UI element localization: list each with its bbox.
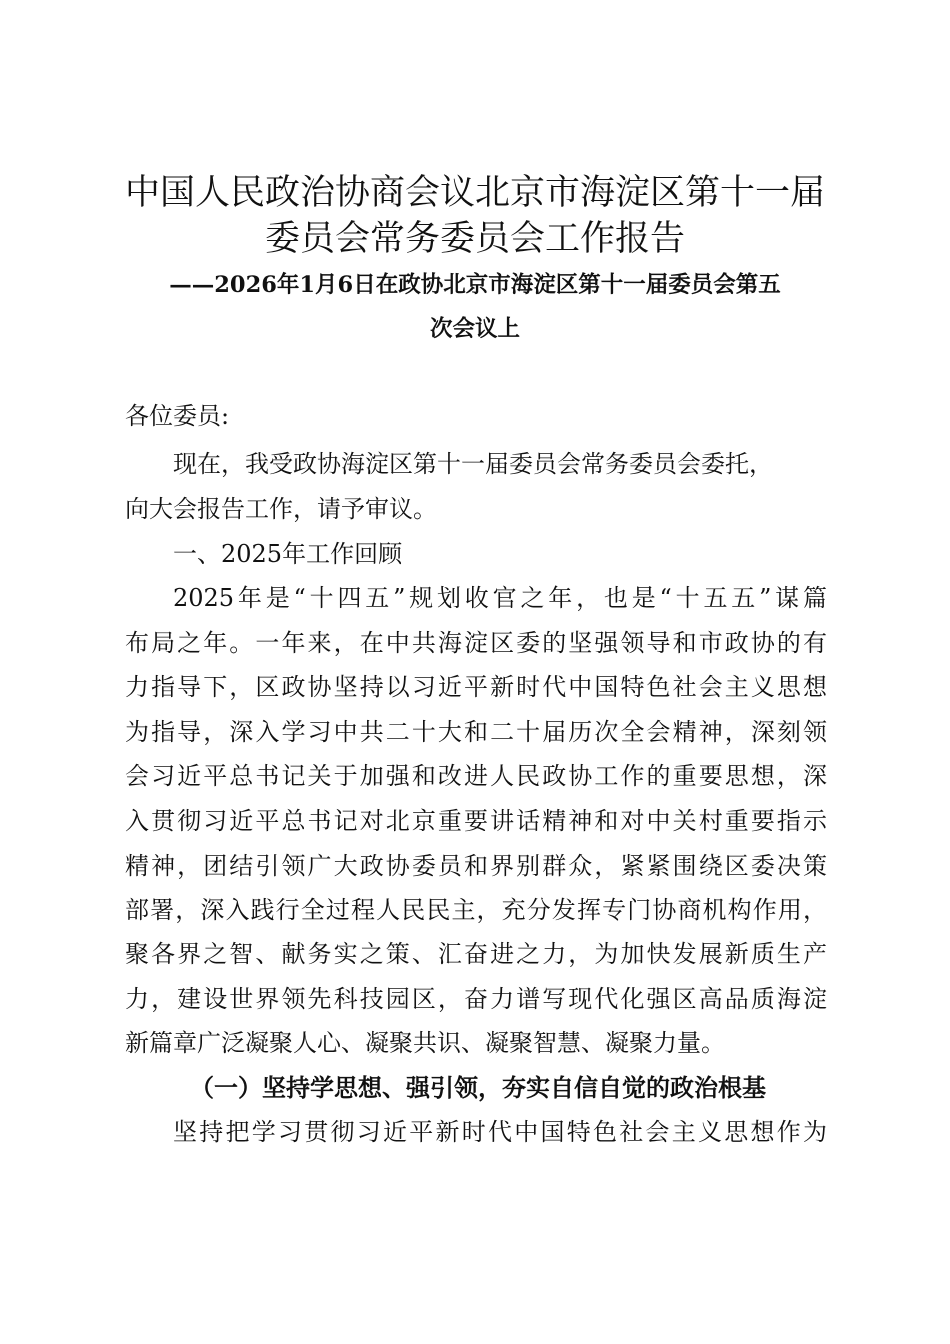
intro-line-2: 向大会报告工作，请予审议。: [125, 495, 437, 523]
paragraph-line: 力，建设世界领先科技园区，奋力谱写现代化强区高品质海淀: [125, 985, 827, 1013]
paragraph-line: 部署，深入践行全过程人民民主，充分发挥专门协商机构作用，: [125, 896, 827, 924]
paragraph-line: 会习近平总书记关于加强和改进人民政协工作的重要思想，深: [125, 762, 827, 790]
paragraph-line: 力指导下，区政协坚持以习近平新时代中国特色社会主义思想: [125, 673, 827, 701]
paragraph-line: 坚持把学习贯彻习近平新时代中国特色社会主义思想作为: [173, 1118, 827, 1146]
subsection-heading-1: （一）坚持学思想、强引领，夯实自信自觉的政治根基: [190, 1073, 766, 1102]
paragraph-line: 入贯彻习近平总书记对北京重要讲话精神和对中关村重要指示: [125, 807, 827, 835]
paragraph-line: 精神，团结引领广大政协委员和界别群众，紧紧围绕区委决策: [125, 852, 827, 880]
report-title-line-1: 中国人民政治协商会议北京市海淀区第十一届: [124, 173, 825, 213]
paragraph-line: 布局之年。一年来，在中共海淀区委的坚强领导和市政协的有: [125, 629, 827, 657]
report-subtitle-line-1: ——2026年1月6日在政协北京市海淀区第十一届委员会第五: [169, 272, 781, 298]
paragraph-line: 为指导，深入学习中共二十大和二十届历次全会精神，深刻领: [125, 718, 827, 746]
report-title-line-2: 委员会常务委员会工作报告: [264, 219, 685, 259]
report-subtitle-line-2: 次会议上: [429, 316, 520, 342]
intro-line-1: 现在，我受政协海淀区第十一届委员会常务委员会委托，: [173, 450, 773, 478]
salutation: 各位委员:: [125, 402, 230, 430]
paragraph-line: 聚各界之智、献务实之策、汇奋进之力，为加快发展新质生产: [125, 940, 827, 968]
paragraph-line: 2025年是“十四五”规划收官之年，也是“十五五”谋篇: [173, 584, 827, 612]
section-heading-1: 一、2025年工作回顾: [173, 540, 403, 568]
paragraph-line: 新篇章广泛凝聚人心、凝聚共识、凝聚智慧、凝聚力量。: [125, 1029, 725, 1057]
